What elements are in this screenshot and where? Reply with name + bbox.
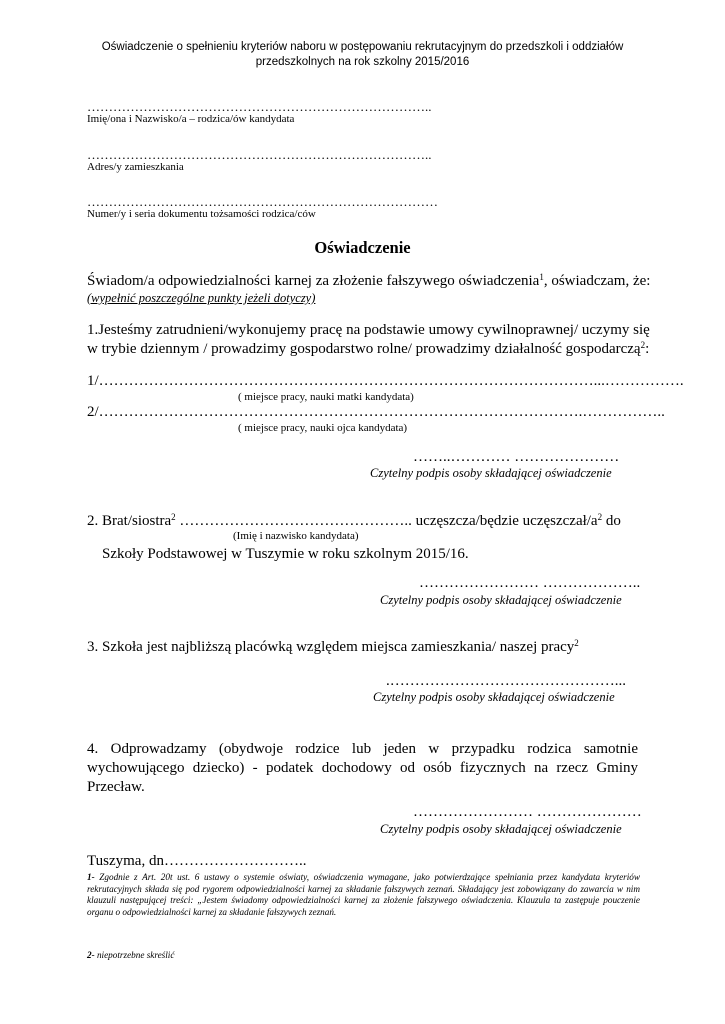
footnote-1-number: 1- (87, 872, 95, 882)
point2-text-c: do (602, 513, 621, 529)
footnote-2 (87, 950, 174, 960)
id-field-label: Numer/y i seria dokumentu tożsamości rodzica/ców (87, 208, 316, 220)
point1-footnote-ref: 2 (640, 340, 646, 350)
point2-footnote-ref-b: 2 (597, 512, 603, 522)
point1-entry2-caption: ( miejsce pracy, nauki ojca kandydata) (238, 422, 408, 434)
point1-line1: 1.Jesteśmy zatrudnieni/wykonujemy pracę na podstawie umowy cywilnoprawnej/ uczymy się (87, 322, 650, 338)
point2-signature-dots[interactable]: …………………… ……………….. (419, 575, 641, 591)
intro-statement (87, 273, 650, 290)
point2-line2: Szkoły Podstawowej w Tuszymie w roku szkolnym 2015/16. (102, 546, 469, 562)
header-line-2: przedszkolnych na rok szkolny 2015/2016 (255, 56, 470, 68)
point2-text-b: ……………………………………….. uczęszcza/będzie uczęszczał/a (175, 513, 598, 529)
point3-signature-caption: Czytelny podpis osoby składającej oświadczenie (373, 690, 615, 704)
point2-signature-caption: Czytelny podpis osoby składającej oświadczenie (380, 593, 622, 607)
point1-entry1[interactable]: 1/………………………………………………………………………………………...……………. (87, 373, 684, 389)
point3-line (87, 639, 579, 656)
id-field-dots[interactable]: ……………………………………………………………………… (87, 194, 438, 209)
header-line-1: Oświadczenie o spełnieniu kryteriów naboru w postępowaniu rekrutacyjnym do przedszkoli i oddziałów (101, 41, 624, 53)
point3-signature-dots[interactable]: .………………………………………... (386, 673, 626, 689)
point2-line1 (87, 513, 621, 530)
name-field-dots[interactable]: …………………………………………………………………….. (87, 99, 432, 114)
footnote-1 (87, 872, 640, 918)
name-field-label: Imię/ona i Nazwisko/a – rodzica/ów kandydata (87, 113, 295, 125)
point2-caption: (Imię i nazwisko kandydata) (233, 530, 359, 542)
point2-text-a: 2. Brat/siostra (87, 513, 172, 529)
point4-text: 4. Odprowadzamy (obydwoje rodzice lub jeden w przypadku rodzica samotnie wychowującego dziecko) - podatek dochodowy od osób fizycznych na rzecz Gminy Przecław. (87, 741, 638, 795)
intro-note: (wypełnić poszczególne punkty jeżeli dotyczy) (87, 291, 316, 305)
point1-line2: w trybie dziennym / prowadzimy gospodarstwo rolne/ prowadzimy działalność gospodarczą (87, 341, 641, 357)
point1-signature-caption: Czytelny podpis osoby składającej oświadczenie (370, 466, 612, 480)
address-field-label: Adres/y zamieszkania (87, 161, 184, 173)
point1-entry2[interactable]: 2/…………………………………………………………………………………….…………….. (87, 404, 665, 420)
address-field-dots[interactable]: …………………………………………………………………….. (87, 147, 432, 162)
point1-signature-dots[interactable]: ……..………… ………………… (413, 449, 620, 465)
point1-line2-wrap (87, 341, 649, 358)
point4-signature-dots[interactable]: …………………… ………………… (413, 804, 642, 820)
place-date-field[interactable]: Tuszyma, dn……………………….. (87, 853, 307, 869)
footnote-2-number: 2- (87, 950, 95, 960)
point4-signature-caption: Czytelny podpis osoby składającej oświadczenie (380, 822, 622, 836)
footnote-2-text: niepotrzebne skreślić (94, 950, 175, 960)
footnote-1-text: Zgodnie z Art. 20t ust. 6 ustawy o systemie oświaty, oświadczenia wymagane, jako potwierdzające spełniania przez kandydata kryteriów rekrutacyjnych składa się pod rygorem odpowiedzialności karnej za składanie fałszywych zeznań. Składający jest zobowiązany do zawarcia w nim klauzuli następującej treści: „Jestem świadomy odpowiedzialności karnej za złożenie fałszywego oświadczenia. Klauzula ta zastępuje pouczenie organu o odpowiedzialności karnej za składanie fałszywych zeznań. (87, 872, 640, 917)
intro-text-b: , oświadczam, że: (543, 273, 651, 289)
point3-footnote-ref: 2 (574, 638, 579, 648)
intro-text-a: Świadom/a odpowiedzialności karnej za złożenie fałszywego oświadczenia (87, 273, 540, 289)
point3-text: 3. Szkoła jest najbliższą placówką względem miejsca zamieszkania/ naszej pracy (87, 639, 575, 655)
point1-entry1-caption: ( miejsce pracy, nauki matki kandydata) (238, 391, 414, 403)
point2-footnote-ref-a: 2 (171, 512, 176, 522)
document-header (40, 40, 685, 70)
intro-footnote-ref: 1 (539, 272, 544, 282)
point1-line2-end: : (645, 341, 650, 357)
document-title: Oświadczenie (314, 238, 411, 257)
